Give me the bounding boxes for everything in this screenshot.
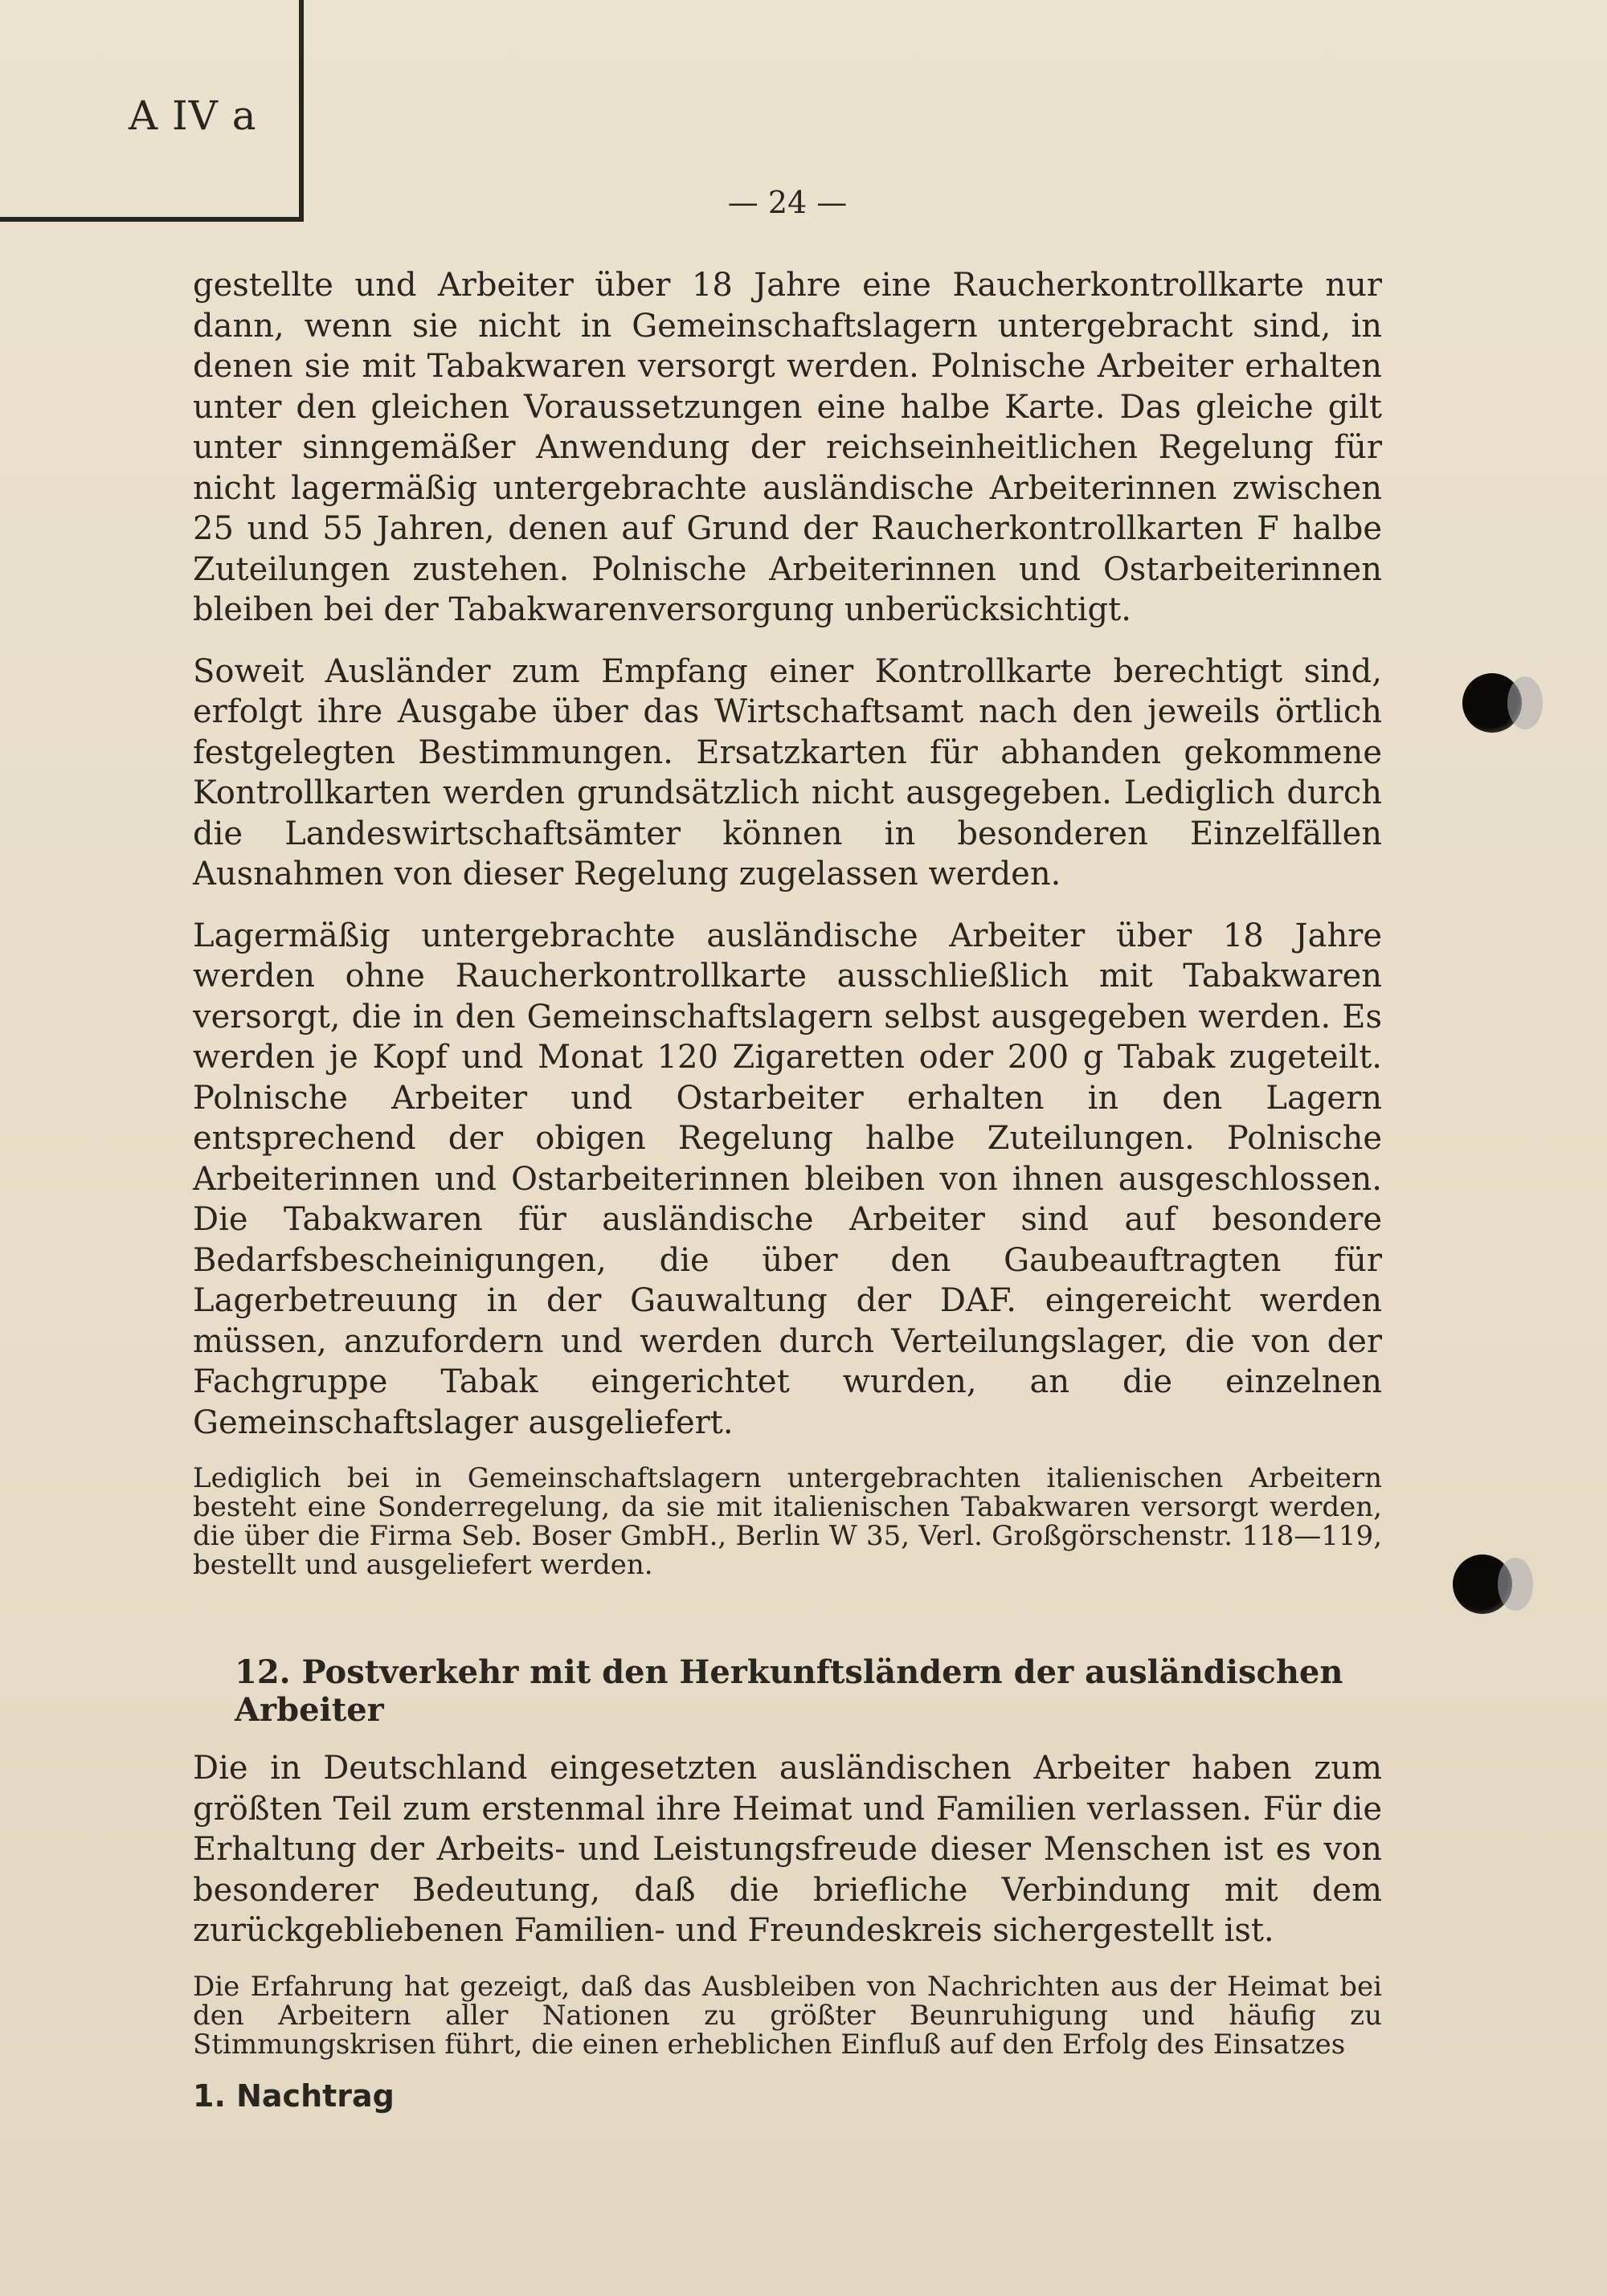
section-small-print-paragraph: Die Erfahrung hat gezeigt, daß das Ausbleiben von Nachrichten aus der Heimat bei den Arbeitern aller Nationen zu größter Beunruhigung und häufig zu Stimmungskrisen führt, die einen erheblichen Einfluß auf den Erfolg des Einsatzes (193, 1970, 1382, 2061)
body-paragraph: gestellte und Arbeiter über 18 Jahre eine Raucherkontrollkarte nur dann, wenn sie nicht in Gemeinschaftslagern untergebracht sind, in denen sie mit Tabakwaren versorgt werden. Polnische Arbeiter erhalten unter den gleichen Voraussetzungen eine halbe Karte. Das gleiche gilt unter sinngemäßer Anwendung der reichseinheitlichen Regelung für nicht lagermäßig untergebrachte ausländische Arbeiterinnen zwischen 25 und 55 Jahren, denen auf Grund der Raucherkontrollkarten F halbe Zuteilungen zustehen. Polnische Arbeiterinnen und Ostarbeiterinnen bleiben bei der Tabakwarenversorgung unberücksichtigt. (193, 267, 1382, 628)
body-paragraph: Lagermäßig untergebrachte ausländische Arbeiter über 18 Jahre werden ohne Raucherkontrollkarte ausschließlich mit Tabakwaren versorgt, die in den Gemeinschaftslagern selbst ausgegeben werden. Es werden je Kopf und Monat 120 Zigaretten oder 200 g Tabak zugeteilt. Polnische Arbeiter und Ostarbeiter erhalten in den Lagern entsprechend der obigen Regelung halbe Zuteilungen. Polnische Arbeiterinnen und Ostarbeiterinnen bleiben von ihnen ausgeschlossen. Die Tabakwaren für ausländische Arbeiter sind auf besondere Bedarfsbescheinigungen, die über den Gaubeauftragten für Lagerbetreuung in der Gauwaltung der DAF. eingereicht werden müssen, anzufordern und werden durch Verteilungslager, die von der Fachgruppe Tabak eingerichtet wurden, an die einzelnen Gemeinschaftslager ausgeliefert. (193, 917, 1382, 1441)
supplement-note: 1. Nachtrag (193, 2077, 395, 2114)
document-body (193, 265, 1382, 2114)
page-number: — 24 — (727, 185, 848, 220)
section-paragraph: Die in Deutschland eingesetzten ausländischen Arbeiter haben zum größten Teil zum erstenmal ihre Heimat und Familien verlassen. Für die Erhaltung der Arbeits- und Leistungsfreude dieser Menschen ist es von besonderer Bedeutung, daß die briefliche Verbindung mit dem zurückgebliebenen Familien- und Freundeskreis sichergestellt ist. (193, 1750, 1382, 1949)
body-paragraph: Soweit Ausländer zum Empfang einer Kontrollkarte berechtigt sind, erfolgt ihre Ausgabe über das Wirtschaftsamt nach den jeweils örtlich festgelegten Bestimmungen. Ersatzkarten für abhanden gekommene Kontrollkarten werden grundsätzlich nicht ausgegeben. Lediglich durch die Landeswirtschaftsämter können in besonderen Einzelfällen Ausnahmen von dieser Regelung zugelassen werden. (193, 652, 1382, 893)
register-tab-label: A IV a (129, 92, 257, 139)
section-heading: 12. Postverkehr mit den Herkunftsländern der ausländischen Arbeiter (235, 1653, 1343, 1729)
punch-hole-icon (1453, 1554, 1512, 1614)
punch-hole-icon (1462, 673, 1522, 733)
small-print-paragraph: Lediglich bei in Gemeinschaftslagern untergebrachten italienischen Arbeitern besteht eine Sonderregelung, da sie mit italienischen Tabakwaren versorgt werden, die über die Firma Seb. Boser GmbH., Berlin W 35, Verl. Großgörschenstr. 118—119, bestellt und ausgeliefert werden. (193, 1462, 1382, 1581)
